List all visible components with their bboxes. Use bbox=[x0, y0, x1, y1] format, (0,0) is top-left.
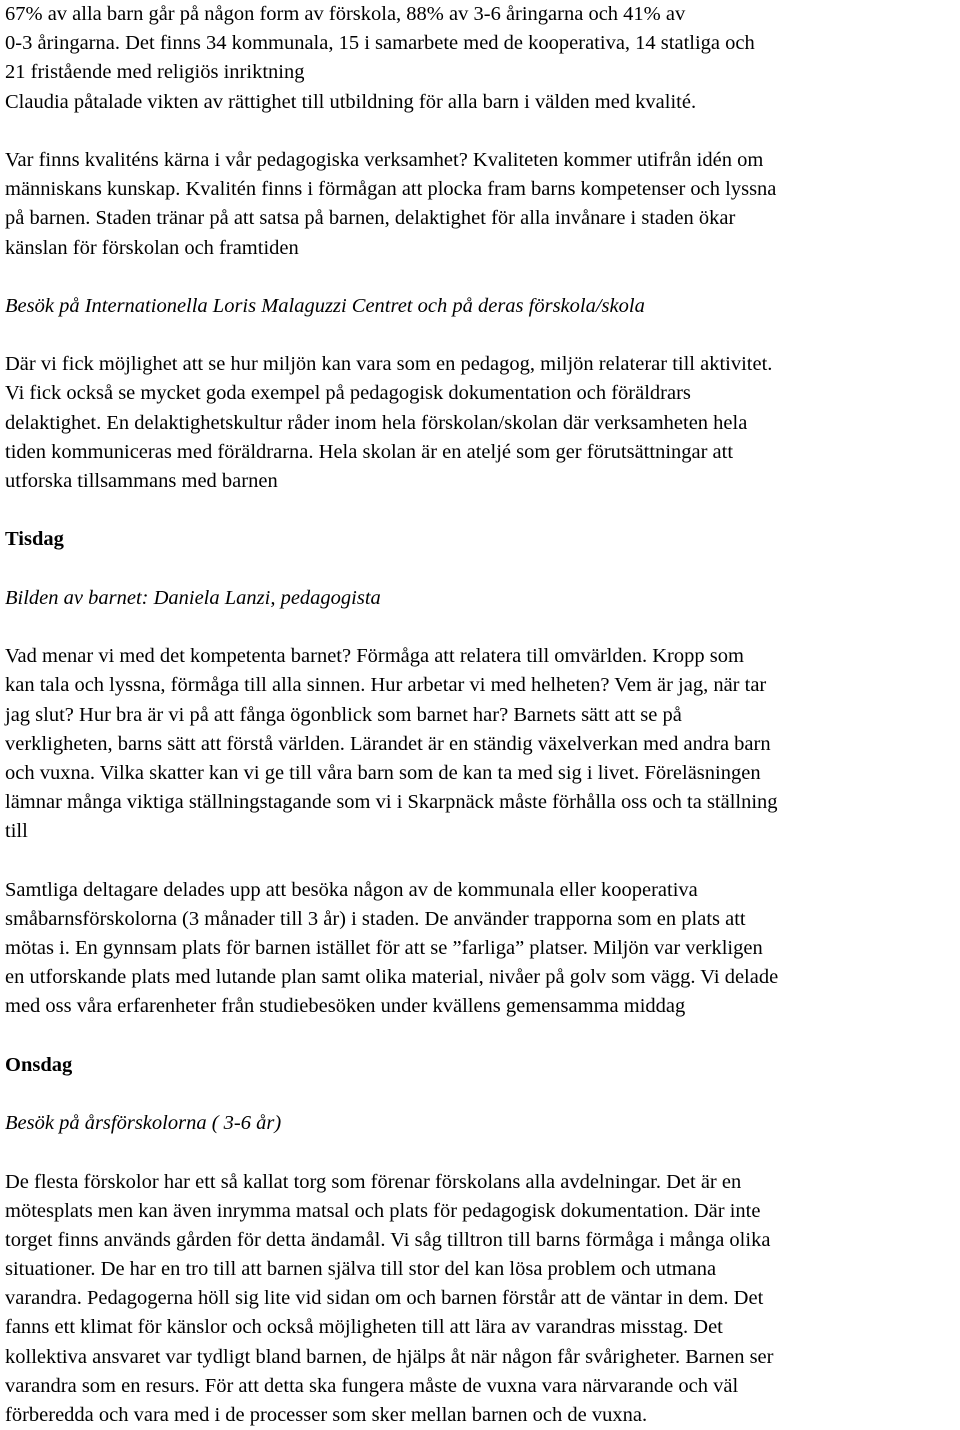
paragraph-gap bbox=[5, 321, 960, 350]
text-line: småbarnsförskolorna (3 månader till 3 år) i staden. De använder trapporna som en plats att bbox=[5, 905, 960, 934]
text-line: människans kunskap. Kvalitén finns i förmågan att plocka fram barns kompetenser och lyssna bbox=[5, 175, 960, 204]
paragraph-gap bbox=[5, 1080, 960, 1109]
toddler-visit-paragraph bbox=[5, 876, 960, 1022]
text-line: De flesta förskolor har ett så kallat torg som förenar förskolans alla avdelningar. Det är en bbox=[5, 1168, 960, 1197]
text-line: med oss våra erfarenheter från studiebesöken under kvällens gemensamma middag bbox=[5, 992, 960, 1021]
text-line: situationer. De har en tro till att barnen själva till stor del kan lösa problem och utmana bbox=[5, 1255, 960, 1284]
visit-paragraph bbox=[5, 350, 960, 496]
paragraph-gap bbox=[5, 846, 960, 875]
text-line: utforska tillsammans med barnen bbox=[5, 467, 960, 496]
text-line: mötas i. En gynnsam plats för barnen istället för att se ”farliga” platser. Miljön var verkligen bbox=[5, 934, 960, 963]
subheading-text: Besök på Internationella Loris Malaguzzi Centret och på deras förskola/skola bbox=[5, 292, 960, 321]
text-line: 21 fristående med religiös inriktning bbox=[5, 58, 960, 87]
heading-text: Onsdag bbox=[5, 1051, 960, 1080]
visit-subheading bbox=[5, 292, 960, 321]
text-line: delaktighet. En delaktighetskultur råder inom hela förskolan/skolan där verksamheten hela bbox=[5, 409, 960, 438]
text-line: en utforskande plats med lutande plan samt olika material, nivåer på golv som vägg. Vi delade bbox=[5, 963, 960, 992]
text-line: varandra. Pedagogerna höll sig lite vid sidan om och barnen förstår att de väntar in dem. Det bbox=[5, 1284, 960, 1313]
paragraph-gap bbox=[5, 613, 960, 642]
text-line: Där vi fick möjlighet att se hur miljön kan vara som en pedagog, miljön relaterar till aktivitet. bbox=[5, 350, 960, 379]
tuesday-heading bbox=[5, 525, 960, 554]
text-line: kollektiva ansvaret var tydligt bland barnen, de hjälps åt när någon får svårigheter. Barnen ser bbox=[5, 1343, 960, 1372]
subheading-text: Besök på årsförskolorna ( 3-6 år) bbox=[5, 1109, 960, 1138]
paragraph-gap bbox=[5, 117, 960, 146]
paragraph-gap bbox=[5, 555, 960, 584]
text-line: känslan för förskolan och framtiden bbox=[5, 234, 960, 263]
preschool-paragraph bbox=[5, 1168, 960, 1430]
text-line: 0-3 åringarna. Det finns 34 kommunala, 15 i samarbete med de kooperativa, 14 statliga och bbox=[5, 29, 960, 58]
wednesday-heading bbox=[5, 1051, 960, 1080]
paragraph-gap bbox=[5, 1022, 960, 1051]
text-line: torget finns används gården för detta ändamål. Vi såg tilltron till barns förmåga i många olika bbox=[5, 1226, 960, 1255]
intro-paragraph bbox=[5, 0, 960, 117]
text-line: till bbox=[5, 817, 960, 846]
quality-paragraph bbox=[5, 146, 960, 263]
paragraph-gap bbox=[5, 263, 960, 292]
text-line: fanns ett klimat för känslor och också möjligheten till att lära av varandras misstag. Det bbox=[5, 1313, 960, 1342]
document-page bbox=[5, 0, 960, 1430]
heading-text: Tisdag bbox=[5, 525, 960, 554]
image-of-child-subheading bbox=[5, 584, 960, 613]
text-line: Samtliga deltagare delades upp att besöka någon av de kommunala eller kooperativa bbox=[5, 876, 960, 905]
text-line: 67% av alla barn går på någon form av förskola, 88% av 3-6 åringarna och 41% av bbox=[5, 0, 960, 29]
text-line: och vuxna. Vilka skatter kan vi ge till våra barn som de kan ta med sig i livet. Föreläsningen bbox=[5, 759, 960, 788]
text-line: jag slut? Hur bra är vi på att fånga ögonblick som barnet har? Barnets sätt att se på bbox=[5, 701, 960, 730]
subheading-text: Bilden av barnet: Daniela Lanzi, pedagogista bbox=[5, 584, 960, 613]
text-line: mötesplats men kan även inrymma matsal och plats för pedagogisk dokumentation. Där inte bbox=[5, 1197, 960, 1226]
text-line: lämnar många viktiga ställningstagande som vi i Skarpnäck måste förhålla oss och ta ställning bbox=[5, 788, 960, 817]
text-line: Vi fick också se mycket goda exempel på pedagogisk dokumentation och föräldrars bbox=[5, 379, 960, 408]
text-line: på barnen. Staden tränar på att satsa på barnen, delaktighet för alla invånare i staden ökar bbox=[5, 204, 960, 233]
text-line: kan tala och lyssna, förmåga till alla sinnen. Hur arbetar vi med helheten? Vem är jag, när tar bbox=[5, 671, 960, 700]
paragraph-gap bbox=[5, 496, 960, 525]
text-line: varandra som en resurs. För att detta ska fungera måste de vuxna vara närvarande och väl bbox=[5, 1372, 960, 1401]
text-line: verkligheten, barns sätt att förstå världen. Lärandet är en ständig växelverkan med andra barn bbox=[5, 730, 960, 759]
preschool-visit-subheading bbox=[5, 1109, 960, 1138]
text-line: Claudia påtalade vikten av rättighet till utbildning för alla barn i välden med kvalité. bbox=[5, 88, 960, 117]
text-line: tiden kommuniceras med föräldrarna. Hela skolan är en ateljé som ger förutsättningar att bbox=[5, 438, 960, 467]
text-line: Vad menar vi med det kompetenta barnet? Förmåga att relatera till omvärlden. Kropp som bbox=[5, 642, 960, 671]
text-line: förberedda och vara med i de processer som sker mellan barnen och de vuxna. bbox=[5, 1401, 960, 1430]
competent-child-paragraph bbox=[5, 642, 960, 846]
paragraph-gap bbox=[5, 1138, 960, 1167]
text-line: Var finns kvaliténs kärna i vår pedagogiska verksamhet? Kvaliteten kommer utifrån idén om bbox=[5, 146, 960, 175]
